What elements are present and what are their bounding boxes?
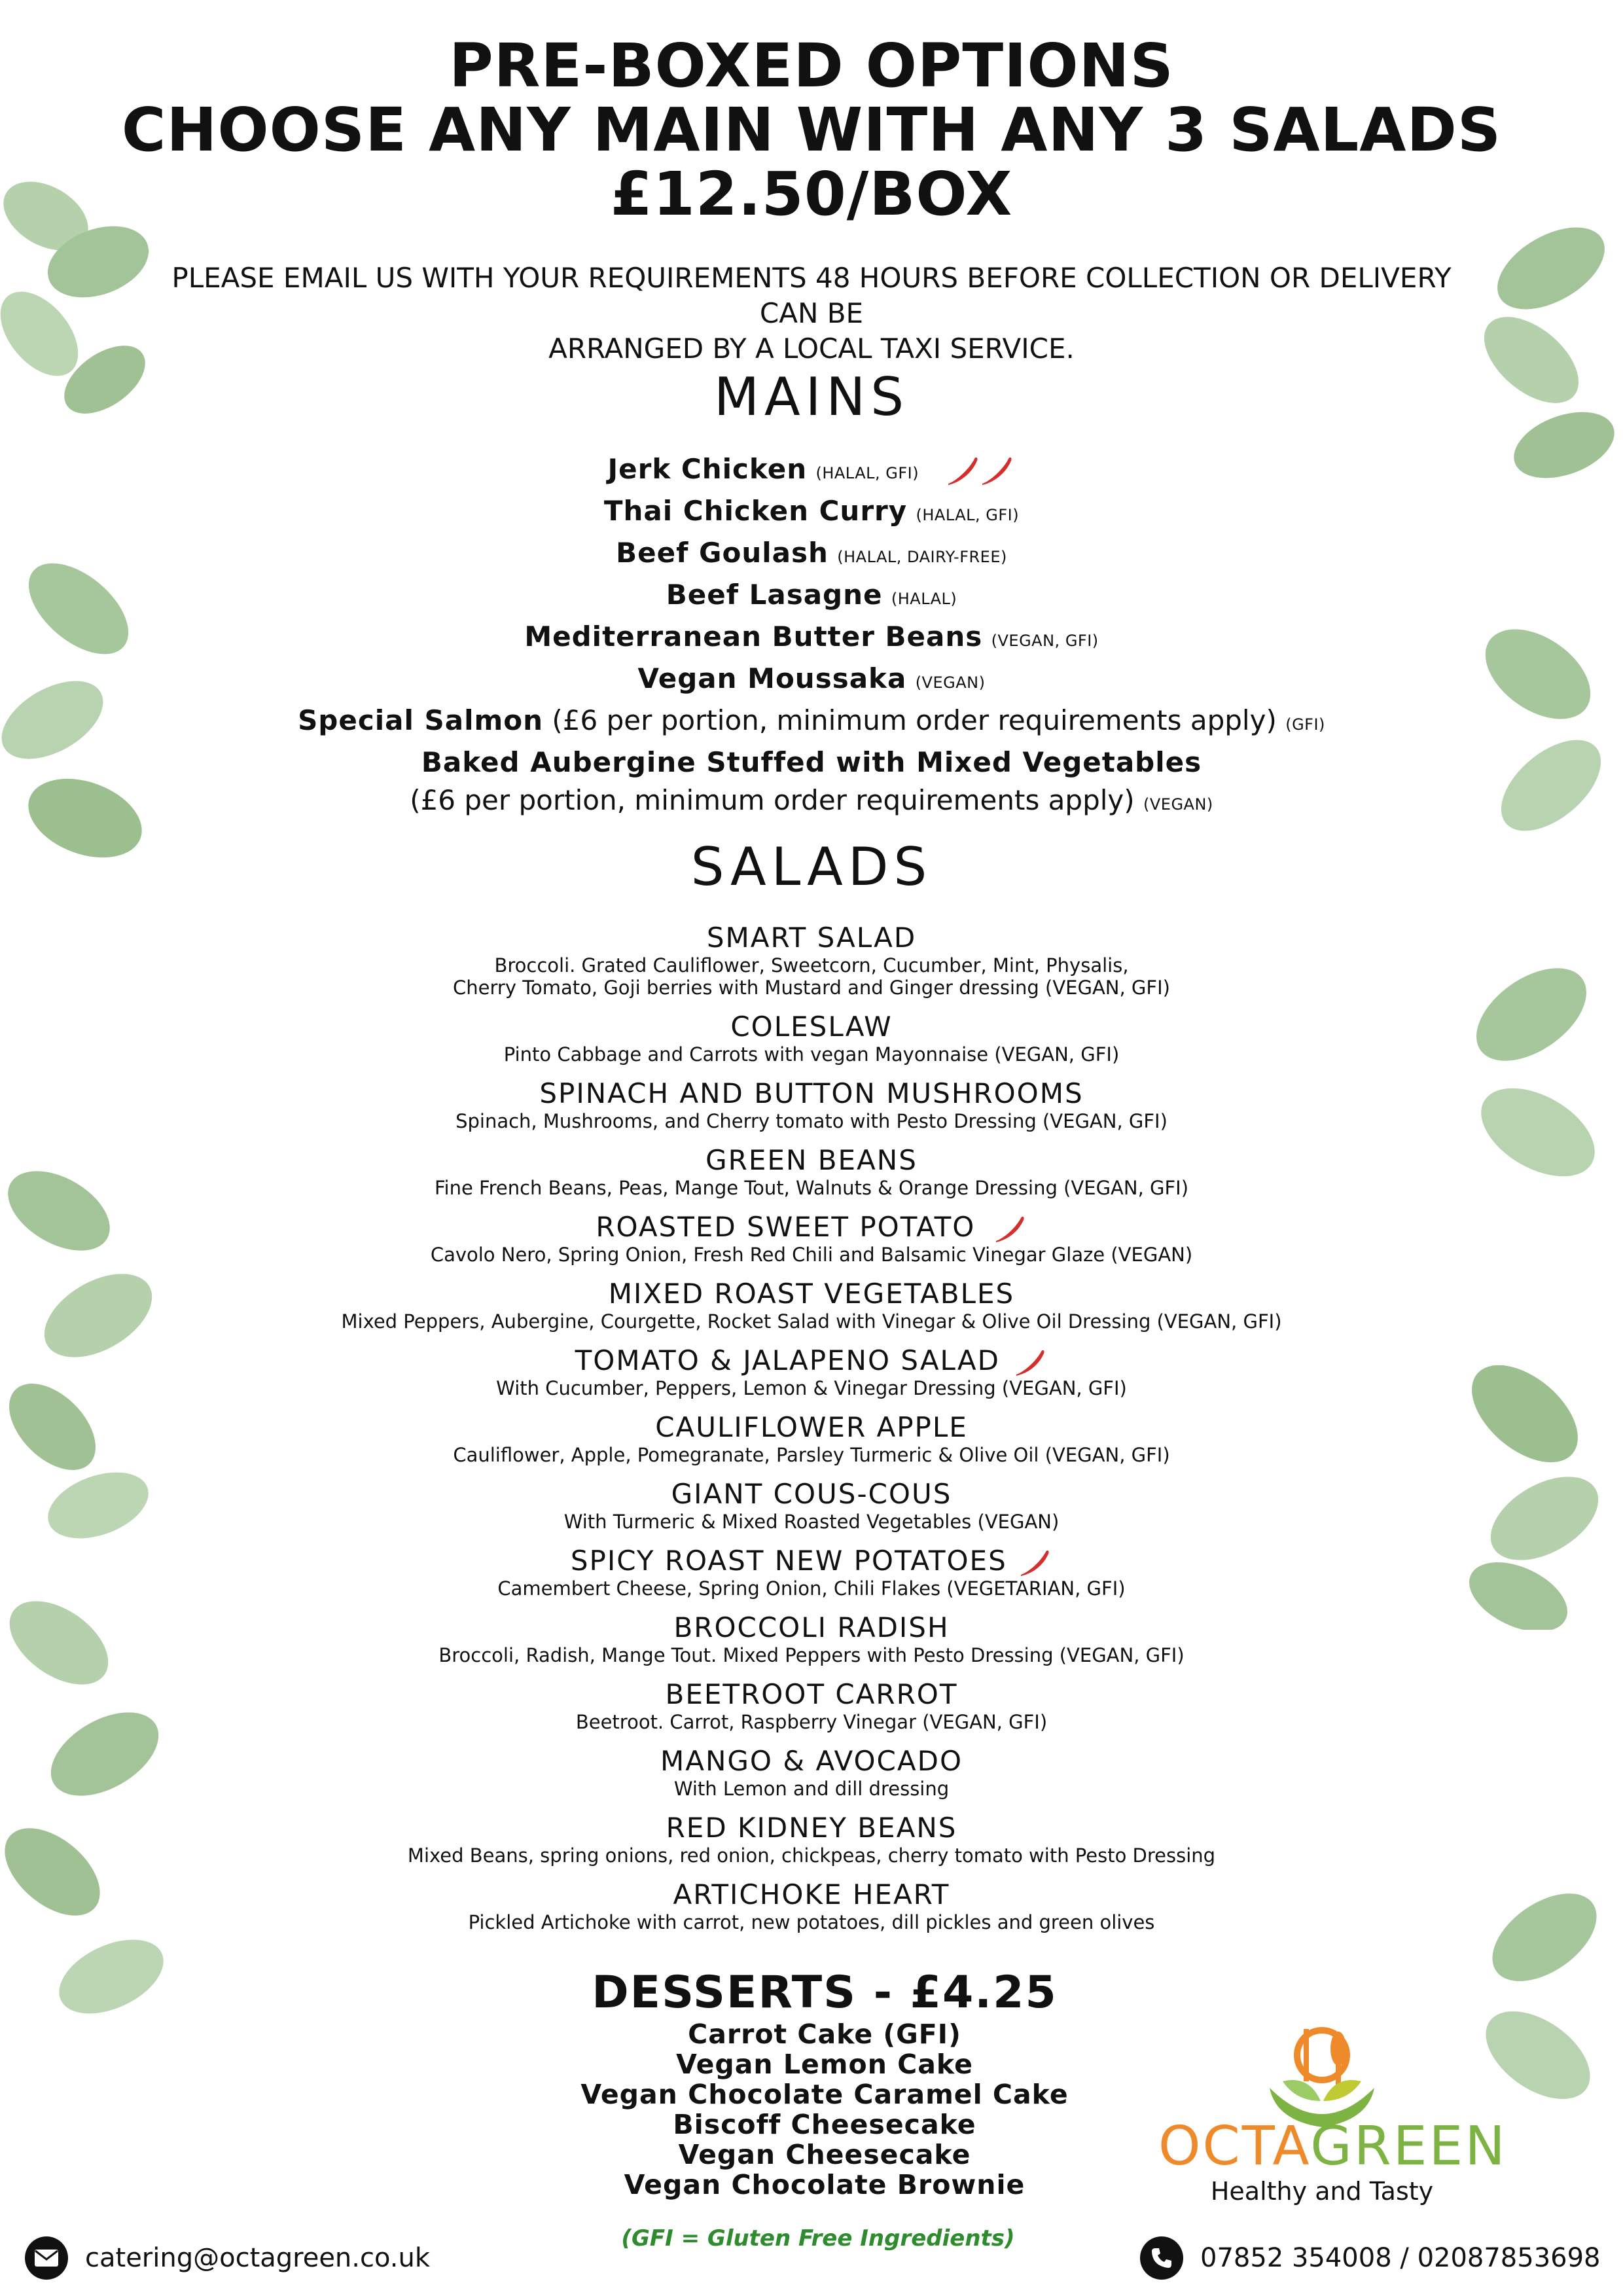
salad-desc: Mixed Beans, spring onions, red onion, chickpeas, cherry tomato with Pesto Dressing — [407, 1844, 1216, 1867]
salad-item — [0, 1878, 1623, 1933]
main-item — [0, 450, 1623, 492]
dessert-item: Biscoff Cheesecake — [673, 2109, 976, 2140]
brand-name-green: GREEN — [1310, 2115, 1507, 2178]
salad-desc: Beetroot. Carrot, Raspberry Vinegar (VEGAN, GFI) — [575, 1711, 1048, 1733]
notice-line-2: ARRANGED BY A LOCAL TAXI SERVICE. — [548, 332, 1075, 365]
main-name: Thai Chicken Curry — [603, 495, 908, 527]
desserts-section — [366, 1967, 1283, 2200]
email-contact[interactable] — [25, 2236, 430, 2280]
salad-desc: Cavolo Nero, Spring Onion, Fresh Red Chili and Balsamic Vinegar Glaze (VEGAN) — [430, 1244, 1193, 1266]
salad-name: CAULIFLOWER APPLE — [655, 1411, 968, 1443]
dessert-item: Carrot Cake (GFI) — [688, 2018, 961, 2050]
notice-line-1: PLEASE EMAIL US WITH YOUR REQUIREMENTS 48 HOURS BEFORE COLLECTION OR DELIVERY CAN BE — [171, 262, 1452, 329]
salad-item — [0, 1144, 1623, 1199]
main-tag: (HALAL, DAIRY-FREE) — [837, 548, 1007, 566]
main-name: Mediterranean Butter Beans — [524, 620, 983, 653]
chili-icon — [943, 455, 1015, 488]
title-line-1: PRE-BOXED OPTIONS — [449, 31, 1174, 101]
salad-desc: Broccoli. Grated Cauliflower, Sweetcorn, Cucumber, Mint, Physalis, — [494, 954, 1129, 977]
dessert-item: Vegan Chocolate Caramel Cake — [580, 2079, 1069, 2110]
salad-name: SPINACH AND BUTTON MUSHROOMS — [539, 1077, 1084, 1109]
dessert-item: Vegan Lemon Cake — [676, 2049, 973, 2080]
salad-desc: Broccoli, Radish, Mange Tout. Mixed Peppers with Pesto Dressing (VEGAN, GFI) — [438, 1644, 1185, 1666]
main-item — [0, 618, 1623, 660]
salad-item — [0, 1812, 1623, 1867]
salad-desc: Spinach, Mushrooms, and Cherry tomato with Pesto Dressing (VEGAN, GFI) — [455, 1110, 1168, 1132]
salad-desc: Cauliflower, Apple, Pomegranate, Parsley Turmeric & Olive Oil (VEGAN, GFI) — [453, 1444, 1170, 1466]
salad-desc: Pickled Artichoke with carrot, new potatoes, dill pickles and green olives — [468, 1911, 1155, 1933]
salad-item — [0, 1478, 1623, 1533]
salad-item — [0, 1745, 1623, 1800]
main-name: Vegan Moussaka — [637, 662, 907, 694]
main-tag: (HALAL) — [891, 590, 957, 608]
main-name: Beef Goulash — [616, 537, 829, 569]
phone-numbers[interactable]: 07852 354008 / 02087853698 — [1200, 2243, 1601, 2273]
salads-list — [0, 922, 1623, 1945]
title-line-3: £12.50/BOX — [610, 159, 1013, 229]
email-icon — [25, 2236, 68, 2280]
salad-item — [0, 1211, 1623, 1266]
salad-name: SMART SALAD — [706, 922, 917, 954]
salad-desc: With Lemon and dill dressing — [673, 1778, 950, 1800]
mains-list — [0, 450, 1623, 823]
salad-name: MIXED ROAST VEGETABLES — [608, 1278, 1015, 1310]
salad-name: COLESLAW — [730, 1011, 893, 1043]
main-tag: (VEGAN) — [1143, 795, 1213, 814]
salad-desc: Fine French Beans, Peas, Mange Tout, Walnuts & Orange Dressing (VEGAN, GFI) — [434, 1177, 1189, 1199]
salad-desc: Cherry Tomato, Goji berries with Mustard and Ginger dressing (VEGAN, GFI) — [453, 977, 1170, 999]
main-name: Beef Lasagne — [666, 579, 883, 611]
chili-icon — [993, 1215, 1027, 1244]
ordering-notice — [157, 260, 1466, 367]
salad-item — [0, 1545, 1623, 1600]
salad-name: ARTICHOKE HEART — [673, 1878, 950, 1910]
salad-name: ROASTED SWEET POTATO — [596, 1211, 976, 1243]
salad-item — [0, 1678, 1623, 1733]
salad-item — [0, 922, 1623, 999]
salad-name: TOMATO & JALAPENO SALAD — [575, 1344, 1000, 1376]
main-item — [0, 534, 1623, 576]
email-address[interactable]: catering@octagreen.co.uk — [85, 2243, 430, 2273]
main-item — [0, 660, 1623, 702]
salad-name: BEETROOT CARROT — [665, 1678, 958, 1710]
salad-name: BROCCOLI RADISH — [673, 1611, 950, 1643]
phone-contact[interactable] — [1140, 2236, 1601, 2280]
main-tag: (VEGAN) — [915, 673, 986, 692]
main-item — [0, 702, 1623, 744]
salad-desc: Pinto Cabbage and Carrots with vegan Mayonnaise (VEGAN, GFI) — [503, 1043, 1120, 1066]
main-note: (£6 per portion, minimum order requirements apply) — [410, 784, 1135, 816]
leaf-decoration-right-top — [1453, 216, 1623, 491]
main-tag: (HALAL, GFI) — [815, 464, 919, 482]
phone-icon — [1140, 2236, 1183, 2280]
salads-heading: SALADS — [690, 836, 933, 897]
salad-desc: With Cucumber, Peppers, Lemon & Vinegar Dressing (VEGAN, GFI) — [496, 1377, 1127, 1399]
title-line-2: CHOOSE ANY MAIN WITH ANY 3 SALADS — [121, 95, 1502, 165]
salad-name: RED KIDNEY BEANS — [666, 1812, 957, 1844]
brand-name — [1158, 2115, 1507, 2178]
salad-item — [0, 1278, 1623, 1333]
brand-tagline: Healthy and Tasty — [1210, 2177, 1434, 2206]
main-tag: (GFI) — [1285, 715, 1325, 734]
main-item — [0, 744, 1623, 781]
chili-icon — [1018, 1549, 1052, 1577]
page-title — [0, 31, 1623, 229]
main-tag: (HALAL, GFI) — [916, 506, 1020, 524]
main-item-continued — [0, 781, 1623, 823]
salad-name-row — [0, 1211, 1623, 1244]
main-note: (£6 per portion, minimum order requirements apply) — [552, 704, 1277, 736]
main-name: Baked Aubergine Stuffed with Mixed Vegetables — [421, 746, 1202, 778]
salad-desc: Mixed Peppers, Aubergine, Courgette, Rocket Salad with Vinegar & Olive Oil Dressing (VEGAN, GFI) — [341, 1310, 1282, 1333]
salad-name: GREEN BEANS — [705, 1144, 918, 1176]
main-tag: (VEGAN, GFI) — [991, 632, 1099, 650]
mains-heading: MAINS — [714, 367, 909, 427]
dessert-item: Vegan Chocolate Brownie — [624, 2169, 1026, 2200]
salad-desc: With Turmeric & Mixed Roasted Vegetables (VEGAN) — [563, 1511, 1060, 1533]
salad-desc: Camembert Cheese, Spring Onion, Chili Flakes (VEGETARIAN, GFI) — [497, 1577, 1126, 1600]
brand-name-orange: OCTA — [1158, 2115, 1311, 2178]
desserts-heading: DESSERTS - £4.25 — [592, 1967, 1058, 2018]
main-name: Jerk Chicken — [607, 453, 808, 485]
salad-item — [0, 1344, 1623, 1399]
main-item — [0, 492, 1623, 534]
main-name: Special Salmon — [298, 704, 544, 736]
salad-item — [0, 1077, 1623, 1132]
salad-name-row — [0, 1545, 1623, 1577]
salad-name-row — [0, 1344, 1623, 1377]
dessert-item: Vegan Cheesecake — [678, 2139, 971, 2170]
salad-item — [0, 1011, 1623, 1066]
salad-name: SPICY ROAST NEW POTATOES — [570, 1545, 1007, 1577]
salad-item — [0, 1411, 1623, 1466]
chili-icon — [1014, 1348, 1048, 1377]
salad-name: MANGO & AVOCADO — [660, 1745, 963, 1777]
gfi-note: (GFI = Gluten Free Ingredients) — [621, 2225, 1015, 2251]
salad-item — [0, 1611, 1623, 1666]
salad-name: GIANT COUS-COUS — [671, 1478, 952, 1510]
main-item — [0, 576, 1623, 618]
